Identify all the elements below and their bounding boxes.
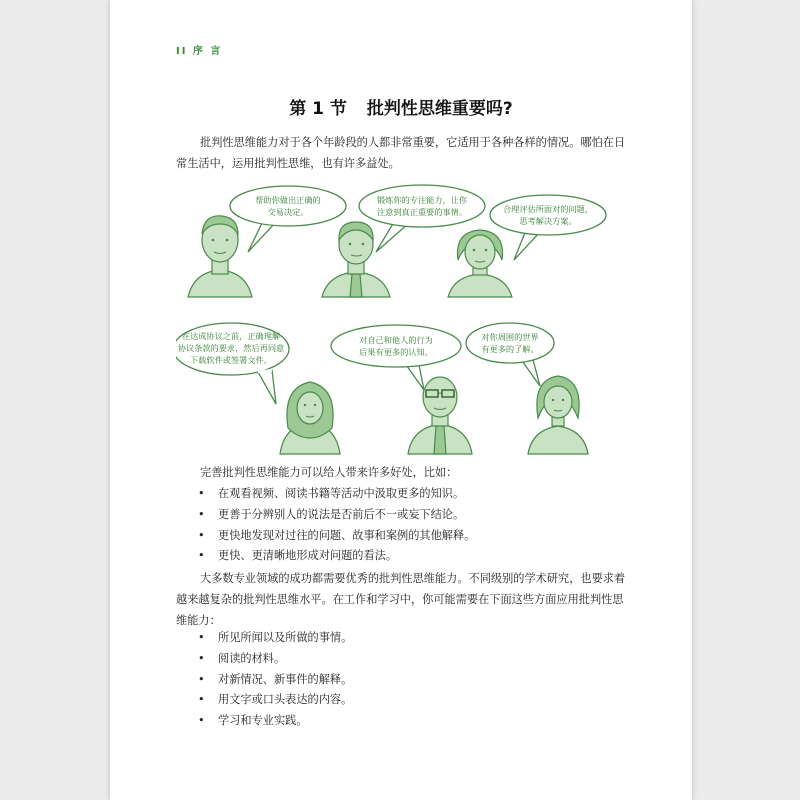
list-item: • 阅读的材料。 <box>176 649 626 670</box>
apply-lead-text: 大多数专业领域的成功都需要优秀的批判性思维能力。不同级别的学术研究，也要求着越来越复杂的批判性思维水平。在工作和学习中，你可能需要在下面这些方面应用批判性思维能力： <box>176 572 626 627</box>
bullet-icon: • <box>198 651 205 665</box>
list-item: • 更快、更清晰地形成对问题的看法。 <box>176 546 626 567</box>
bullet-icon: • <box>198 528 205 542</box>
man-glasses-figure <box>408 377 472 454</box>
bubble-4-line-1: 在达成协议之前，正确理解 <box>181 331 281 341</box>
bubble-4-line-2: 协议条款的要求，然后再同意 <box>177 343 285 353</box>
man-1-figure <box>188 216 252 297</box>
book-page <box>110 0 692 800</box>
list-item: • 在观看视频、阅读书籍等活动中汲取更多的知识。 <box>176 484 626 505</box>
bullet-icon: • <box>198 507 205 521</box>
bubble-6-line-1: 对你周围的世界 <box>481 332 539 342</box>
bullet-icon: • <box>198 631 205 644</box>
bubble-3-line-1: 合理评估所面对的问题， <box>502 204 594 214</box>
apply-paragraph <box>176 568 626 631</box>
list-item: • 更快地发现对过往的问题、故事和案例的其他解释。 <box>176 526 626 547</box>
bullet-icon: • <box>198 714 205 728</box>
list-item: • 学习和专业实践。 <box>176 711 626 732</box>
speech-bubble-1 <box>230 186 346 252</box>
woman-1-figure <box>448 230 512 297</box>
illustration <box>176 182 628 460</box>
man-2-figure <box>322 222 390 297</box>
intro-paragraph <box>176 132 626 174</box>
section-heading: 批判性思维重要吗? <box>366 99 513 119</box>
speech-bubble-6 <box>466 323 554 386</box>
intro-text: 批判性思维能力对于各个年龄段的人都非常重要，它适用于各种各样的情况。哪怕在日常生活中，运用批判性思维，也有许多益处。 <box>176 136 626 170</box>
applications-list <box>176 628 626 732</box>
woman-curly-figure <box>528 376 588 454</box>
bubble-4-line-3: 下载软件或签署文件。 <box>190 355 272 365</box>
bullet-icon: • <box>198 487 205 500</box>
bubble-2-line-1: 锻炼你的专注能力，让你 <box>376 195 468 205</box>
list-item: • 用文字或口头表达的内容。 <box>176 690 626 711</box>
section-number: 第 1 节 <box>289 99 347 119</box>
running-head: II 序 言 <box>176 46 223 57</box>
bubble-1-line-2: 交易决定。 <box>267 207 309 217</box>
benefits-lead <box>176 462 626 483</box>
bullet-icon: • <box>198 672 205 686</box>
bullet-icon: • <box>198 693 205 707</box>
section-title <box>110 94 692 119</box>
woman-headscarf-figure <box>280 382 340 454</box>
bubble-6-line-2: 有更多的了解。 <box>481 344 539 354</box>
benefits-list <box>176 484 626 567</box>
bubble-3-line-2: 思考解决方案。 <box>519 216 577 226</box>
speech-bubble-4 <box>176 323 289 404</box>
bubble-5-line-1: 对自己和他人的行为 <box>359 335 433 345</box>
list-item: • 所见所闻以及所做的事情。 <box>176 628 626 649</box>
bubble-5-line-2: 后果有更多的认知。 <box>359 347 433 357</box>
list-item: • 更善于分辨别人的说法是否前后不一或妄下结论。 <box>176 505 626 526</box>
speech-bubble-3 <box>490 195 606 260</box>
bubble-2-line-2: 注意到真正重要的事情。 <box>376 207 468 217</box>
bubble-1-line-1: 帮助你做出正确的 <box>255 195 321 205</box>
bullet-icon: • <box>198 549 205 563</box>
list-item: • 对新情况、新事件的解释。 <box>176 670 626 691</box>
benefits-lead-text: 完善批判性思维能力可以给人带来许多好处，比如： <box>200 466 458 479</box>
